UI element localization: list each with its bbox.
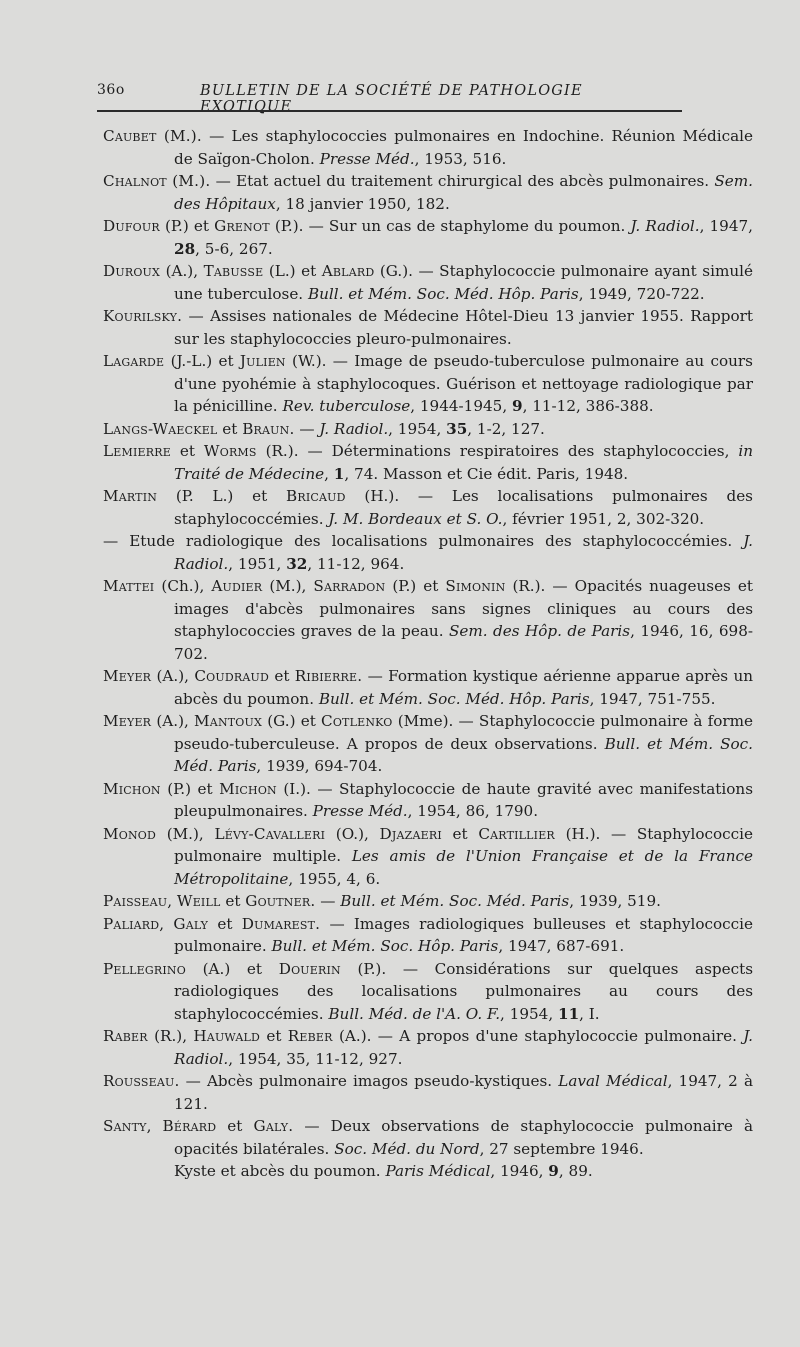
journal-title: J. M. Bordeaux et S. O. — [328, 509, 503, 528]
citation-text: , 1947, 2 à 121. — [174, 1072, 754, 1113]
citation-text: , 1939, 694-704. — [256, 757, 383, 775]
reference-entry — [103, 1025, 753, 1070]
author-name: Mantoux — [194, 712, 263, 730]
citation-text: , 89. — [558, 1162, 593, 1180]
citation-text: et — [220, 892, 246, 910]
author-name: Raber — [103, 1027, 148, 1045]
author-name: Galy. — [253, 1117, 294, 1135]
reference-entry — [103, 418, 753, 441]
author-name: Caubet (M.). — [103, 127, 202, 145]
volume-number: 32 — [286, 554, 308, 573]
reference-entry — [103, 1070, 753, 1115]
journal-title: Presse Méd. — [312, 802, 408, 820]
author-name: Pellegrino — [103, 959, 186, 978]
author-name: Langs-Waeckel — [103, 419, 218, 438]
reference-entry — [103, 1160, 753, 1183]
citation-text: (W.). — Image de pseudo-tuberculose pulmonaire au cours d'une pyohémie à staphylocoques. Guérison et nettoyage radiologique par la pénicilline. — [174, 352, 753, 415]
journal-title: Soc. Méd. du Nord — [334, 1139, 480, 1158]
author-name: Bricaud — [285, 487, 346, 505]
journal-title: J. Radiol. — [174, 1027, 754, 1068]
volume-number: 9 — [511, 397, 523, 415]
citation-text: , 27 septembre 1946. — [479, 1139, 644, 1158]
citation-text: (A.), — [151, 667, 195, 685]
citation-text: (L.) et — [263, 262, 322, 280]
citation-text: — Formation kystique aérienne apparue après un abcès du poumon. — [174, 667, 754, 708]
citation-text: , 11-12, 386-388. — [522, 397, 654, 415]
citation-text: (H.). — Les localisations pulmonaires des staphylococcémies. — [174, 487, 753, 528]
volume-number: 9 — [548, 1162, 559, 1180]
citation-text: et — [208, 914, 242, 933]
author-name: Lagarde — [103, 352, 165, 370]
citation-text: — Etat actuel du traitement chirurgical des abcès pulmonaires. — [210, 172, 715, 190]
citation-text: (G.) et — [262, 712, 322, 730]
citation-text: , 1954, 35, 11-12, 927. — [228, 1049, 403, 1068]
citation-text: , — [159, 914, 174, 933]
citation-text: , 1953, 516. — [414, 149, 507, 168]
journal-title: Bull. et Mém. Soc. Méd. Paris — [174, 734, 753, 775]
author-name: Chalnot (M.). — [103, 172, 211, 190]
citation-text: , 11-12, 964. — [307, 554, 405, 573]
author-name: Michon — [219, 779, 277, 798]
author-name: Dumarest. — [241, 914, 321, 933]
author-name: Paisseau — [103, 892, 168, 910]
citation-text: , 1939, 519. — [569, 892, 661, 910]
citation-text: , 74. Masson et Cie édit. Paris, 1948. — [344, 464, 629, 483]
citation-text: — — [315, 892, 341, 910]
journal-title: Bull. et Mém. Soc. Hôp. Paris — [271, 937, 499, 955]
citation-text: — Etude radiologique des localisations pulmonaires des staphylococcémies. — [103, 532, 744, 550]
reference-entry — [103, 575, 753, 665]
citation-text: , 1954, — [500, 1004, 558, 1023]
author-name: Goutner. — [245, 892, 316, 910]
reference-entry — [103, 778, 753, 823]
citation-text: — Images radiologiques bulleuses et staphylococcie pulmonaire. — [174, 914, 754, 955]
author-name: Sarradon — [313, 577, 386, 595]
citation-text: et — [217, 419, 243, 438]
citation-text: , 5-6, 267. — [195, 239, 273, 258]
volume-number: 1 — [333, 464, 345, 483]
citation-text: — Deux observations de staphylococcie pulmonaire à opacités bilatérales. — [174, 1117, 753, 1158]
author-name: Djazaeri — [379, 824, 442, 843]
citation-text: — Abcès pulmonaire imagos pseudo-kystiques. — [179, 1072, 559, 1090]
author-name: Douerin — [278, 959, 341, 978]
reference-entry — [103, 305, 753, 350]
author-name: Hauwald — [193, 1027, 261, 1045]
citation-text: , 1954, 86, 1790. — [407, 802, 539, 820]
journal-title: Bull. et Mém. Soc. Méd. Hôp. Paris — [307, 284, 579, 303]
citation-text: (A.), — [151, 712, 195, 730]
author-name: Ribierre. — [294, 667, 363, 685]
author-name: Audier — [211, 577, 263, 595]
page-number: 36o — [97, 82, 125, 98]
author-name: Lévy-Cavalleri — [214, 824, 326, 843]
citation-text: (Ch.), — [154, 577, 212, 595]
volume-number: 35 — [446, 419, 468, 438]
citation-text: , I. — [579, 1004, 600, 1023]
author-name: Bérard — [162, 1117, 217, 1135]
reference-entry — [103, 823, 753, 891]
author-name: Reber — [287, 1027, 333, 1045]
author-name: Galy — [173, 914, 209, 933]
author-name: Paliard — [103, 914, 160, 933]
reference-entry — [103, 350, 753, 418]
citation-text: (A.). — A propos d'une staphylococcie pulmonaire. — [332, 1027, 744, 1045]
citation-text: (R.), — [147, 1027, 194, 1045]
reference-entry — [103, 913, 753, 958]
citation-text: , 1951, — [228, 554, 287, 573]
author-name: Simonin — [445, 577, 506, 595]
author-name: Santy — [103, 1117, 147, 1135]
citation-text: (A.), — [160, 262, 204, 280]
journal-title: J. Radiol. — [630, 217, 700, 235]
reference-entry — [103, 958, 753, 1026]
citation-text: , 1947, 687-691. — [498, 937, 625, 955]
journal-title: Paris Médical — [385, 1162, 491, 1180]
journal-title: Les amis de l'Union Française et de la France Métropolitaine — [174, 847, 753, 888]
citation-text: (P.). — Sur un cas de staphylome du poumon. — [269, 217, 631, 235]
citation-text: , février 1951, 2, 302-320. — [502, 509, 705, 528]
citation-text: — Les staphylococcies pulmonaires en Indochine. Réunion Médicale de Saïgon-Cholon. — [174, 127, 753, 168]
journal-title: Bull. et Mém. Soc. Méd. Paris — [340, 892, 570, 910]
journal-title: Sem. des Hôp. de Paris — [448, 622, 631, 640]
citation-text: , — [146, 1117, 163, 1135]
author-name: Michon — [103, 779, 161, 798]
citation-text: , 1954, — [388, 419, 447, 438]
citation-text: — — [294, 419, 320, 438]
author-name: Lemierre — [103, 442, 171, 460]
page-header — [97, 82, 677, 115]
citation-text: (J.-L.) et — [164, 352, 240, 370]
citation-text: (P.) et — [385, 577, 446, 595]
journal-title: J. Radiol. — [319, 419, 389, 438]
citation-text: , 1949, 720-722. — [578, 284, 705, 303]
reference-entry — [103, 125, 753, 170]
citation-text: , 1-2, 127. — [467, 419, 545, 438]
journal-title: Rev. tuberculose — [282, 397, 411, 415]
journal-title: Laval Médical — [558, 1072, 668, 1090]
reference-entry — [103, 215, 753, 260]
citation-text: , — [324, 464, 334, 483]
citation-text: (G.). — Staphylococcie pulmonaire ayant simulé une tuberculose. — [174, 262, 753, 303]
author-name: Worms — [203, 442, 257, 460]
citation-text: , 18 janvier 1950, 182. — [275, 194, 450, 213]
citation-text: — Assises nationales de Médecine Hôtel-Dieu 13 janvier 1955. Rapport sur les staphylococcies pleuro-pulmonaires. — [174, 307, 753, 348]
citation-text: Kyste et abcès du poumon. — [174, 1162, 386, 1180]
journal-title: in Traité de Médecine — [174, 442, 753, 483]
bibliography-list — [103, 125, 753, 1183]
author-name: Cotlenko — [321, 712, 393, 730]
running-head: BULLETIN DE LA SOCIÉTÉ DE PATHOLOGIE EXOTIQUE — [200, 83, 583, 115]
reference-entry — [103, 890, 753, 913]
author-name: Braun. — [242, 419, 295, 438]
citation-text: (H.). — Staphylococcie pulmonaire multiple. — [174, 824, 753, 865]
author-name: Martin — [103, 487, 158, 505]
reference-entry — [103, 530, 753, 575]
citation-text: , — [167, 892, 177, 910]
reference-entry — [103, 485, 753, 530]
citation-text: (R.). — Opacités nuageuses et images d'abcès pulmonaires sans signes cliniques au cours des staphylococcies graves de la peau. — [174, 577, 753, 640]
citation-text: , 1947, — [699, 217, 753, 235]
citation-text: (Mme). — Staphylococcie pulmonaire à forme pseudo-tuberculeuse. A propos de deux observations. — [174, 712, 753, 753]
citation-text: (M.), — [156, 824, 215, 843]
citation-text: (M.), — [262, 577, 314, 595]
author-name: Dufour — [103, 217, 160, 235]
journal-title: Bull. et Mém. Soc. Méd. Hôp. Paris — [318, 689, 590, 708]
author-name: Rousseau. — [103, 1072, 180, 1090]
header-rule — [97, 110, 682, 112]
journal-title: J. Radiol. — [174, 532, 753, 573]
author-name: Meyer — [103, 712, 152, 730]
reference-entry — [103, 1115, 753, 1160]
citation-text: et — [170, 442, 204, 460]
citation-text: (I.). — Staphylococcie de haute gravité avec manifestations pleupulmonaires. — [174, 779, 753, 820]
reference-entry — [103, 260, 753, 305]
citation-text: (A.) et — [185, 959, 279, 978]
author-name: Coudraud — [194, 667, 269, 685]
author-name: Duroux — [103, 262, 161, 280]
reference-entry — [103, 710, 753, 778]
author-name: Monod — [103, 824, 157, 843]
volume-number: 28 — [174, 239, 196, 258]
citation-text: et — [216, 1117, 254, 1135]
citation-text: (P.) et — [160, 779, 220, 798]
citation-text: , 1946, — [490, 1162, 549, 1180]
citation-text: (R.). — Déterminations respiratoires des staphylococcies, — [256, 442, 739, 460]
citation-text: et — [260, 1027, 288, 1045]
journal-title: Bull. Méd. de l'A. O. F. — [328, 1004, 501, 1023]
reference-entry — [103, 170, 753, 215]
author-name: Tabusse — [203, 262, 264, 280]
citation-text: (P.). — Considérations sur quelques aspects radiologiques des localisations pulmonaires au cours des staphylococcémies. — [174, 959, 753, 1023]
citation-text: (P.) et — [159, 217, 215, 235]
citation-text: (P. L.) et — [157, 487, 286, 505]
reference-entry — [103, 440, 753, 485]
citation-text: et — [441, 824, 479, 843]
author-name: Cartillier — [478, 824, 555, 843]
author-name: Kourilsky. — [103, 307, 183, 325]
author-name: Mattei — [103, 577, 155, 595]
author-name: Ablard — [321, 262, 375, 280]
citation-text: (O.), — [325, 824, 380, 843]
author-name: Meyer — [103, 667, 152, 685]
citation-text: , 1946, 16, 698-702. — [174, 622, 753, 663]
journal-title: Sem. des Hôpitaux — [174, 172, 753, 213]
author-name: Weill — [176, 892, 221, 910]
author-name: Julien — [239, 352, 286, 370]
citation-text: , 1944-1945, — [410, 397, 512, 415]
journal-title: Presse Méd. — [319, 149, 415, 168]
volume-number: 11 — [558, 1004, 580, 1023]
citation-text: , 1955, 4, 6. — [288, 869, 381, 888]
citation-text: et — [268, 667, 295, 685]
reference-entry — [103, 665, 753, 710]
citation-text: , 1947, 751-755. — [589, 689, 716, 708]
author-name: Grenot — [214, 217, 270, 235]
